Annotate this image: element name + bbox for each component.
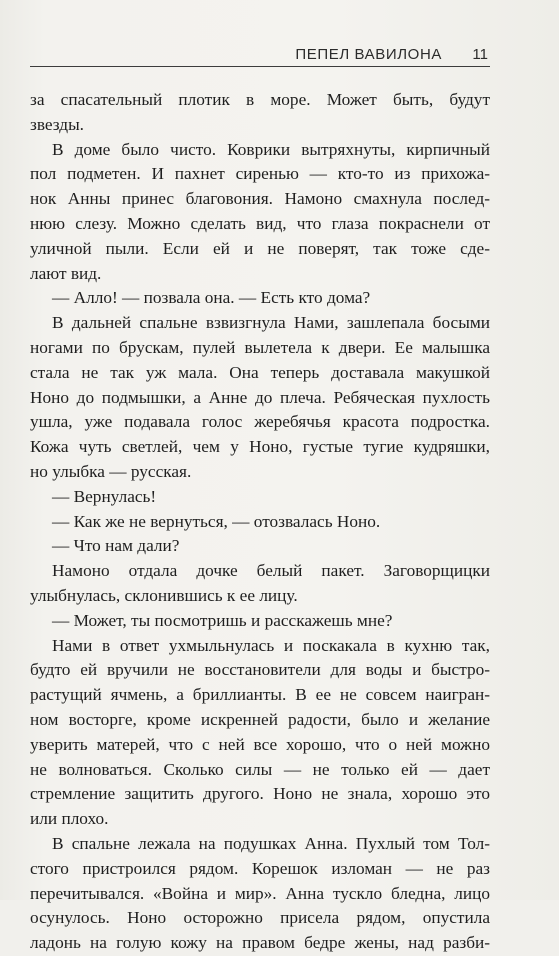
text-line: не волноваться. Сколько силы — не только ей — дает xyxy=(30,759,490,779)
text-line: — Как же не вернуться, — отозвалась Ноно. xyxy=(52,511,381,531)
text-line: ладонь на голую кожу на правом бедре жены, над разби- xyxy=(30,933,490,953)
text-line: — Что нам дали? xyxy=(52,536,180,556)
text-line: уличной пыли. Если ей и не поверят, так тоже сде- xyxy=(30,238,490,258)
text-line: Кожа чуть светлей, чем у Ноно, густые тугие кудряшки, xyxy=(30,437,490,457)
text-line: Ноно до подмышки, а Анне до плеча. Ребяческая пухлость xyxy=(30,387,490,407)
text-line: уверить матерей, что с ней все хорошо, что о ней можно xyxy=(30,734,490,754)
text-line: ушла, уже подавала голос жеребячья красота подростка. xyxy=(30,412,490,432)
text-line: растущий ячмень, а бриллианты. В ее не совсем наигран- xyxy=(30,685,490,705)
text-line: В спальне лежала на подушках Анна. Пухлый том Тол- xyxy=(52,833,490,853)
text-line: за спасательный плотик в море. Может быть, будут xyxy=(30,90,490,109)
text-line: но улыбка — русская. xyxy=(30,461,192,481)
text-line: — Может, ты посмотришь и расскажешь мне? xyxy=(52,610,393,630)
text-line: стремление защитить другого. Ноно не знала, хорошо это xyxy=(30,784,490,804)
text-line: стого пристроился рядом. Корешок изломан — не раз xyxy=(30,858,490,878)
text-line: — Вернулась! xyxy=(52,486,157,506)
body-text xyxy=(30,88,490,956)
running-header xyxy=(30,44,490,67)
text-line: осунулось. Ноно осторожно присела рядом, опустила xyxy=(30,908,490,928)
text-line: Намоно отдала дочке белый пакет. Заговорщицки xyxy=(52,561,490,581)
text-line: — Алло! — позвала она. — Есть кто дома? xyxy=(52,288,371,308)
text-line: ном восторге, кроме искренней радости, было и желание xyxy=(30,709,490,729)
text-line: нок Анны принес благовония. Намоно смахнула послед- xyxy=(30,189,490,209)
text-line: звезды. xyxy=(30,114,85,134)
text-line: В дальней спальне взвизгнула Нами, зашлепала босыми xyxy=(52,313,490,333)
text-line: нюю слезу. Можно сделать вид, что глаза покраснели от xyxy=(30,213,490,233)
text-line: будто ей вручили не восстановители для воды и быстро- xyxy=(30,660,490,680)
running-header-title: ПЕПЕЛ ВАВИЛОНА xyxy=(295,46,442,63)
text-line: В доме было чисто. Коврики вытряхнуты, кирпичный xyxy=(52,139,490,159)
text-line: стала не так уж мала. Она теперь доставала макушкой xyxy=(30,362,490,382)
text-line: улыбнулась, склонившись к ее лицу. xyxy=(30,585,298,605)
text-line: пол подметен. И пахнет сиренью — кто-то из прихожа- xyxy=(30,164,490,184)
text-line: Нами в ответ ухмыльнулась и поскакала в кухню так, xyxy=(52,635,490,655)
text-line: ногами по брускам, пулей вылетела к двери. Ее малышка xyxy=(30,337,490,357)
text-line: перечитывался. «Война и мир». Анна тускло бледна, лицо xyxy=(30,883,490,903)
text-line: или плохо. xyxy=(30,809,109,829)
page-number: 11 xyxy=(472,46,488,63)
text-line: лают вид. xyxy=(30,263,102,283)
